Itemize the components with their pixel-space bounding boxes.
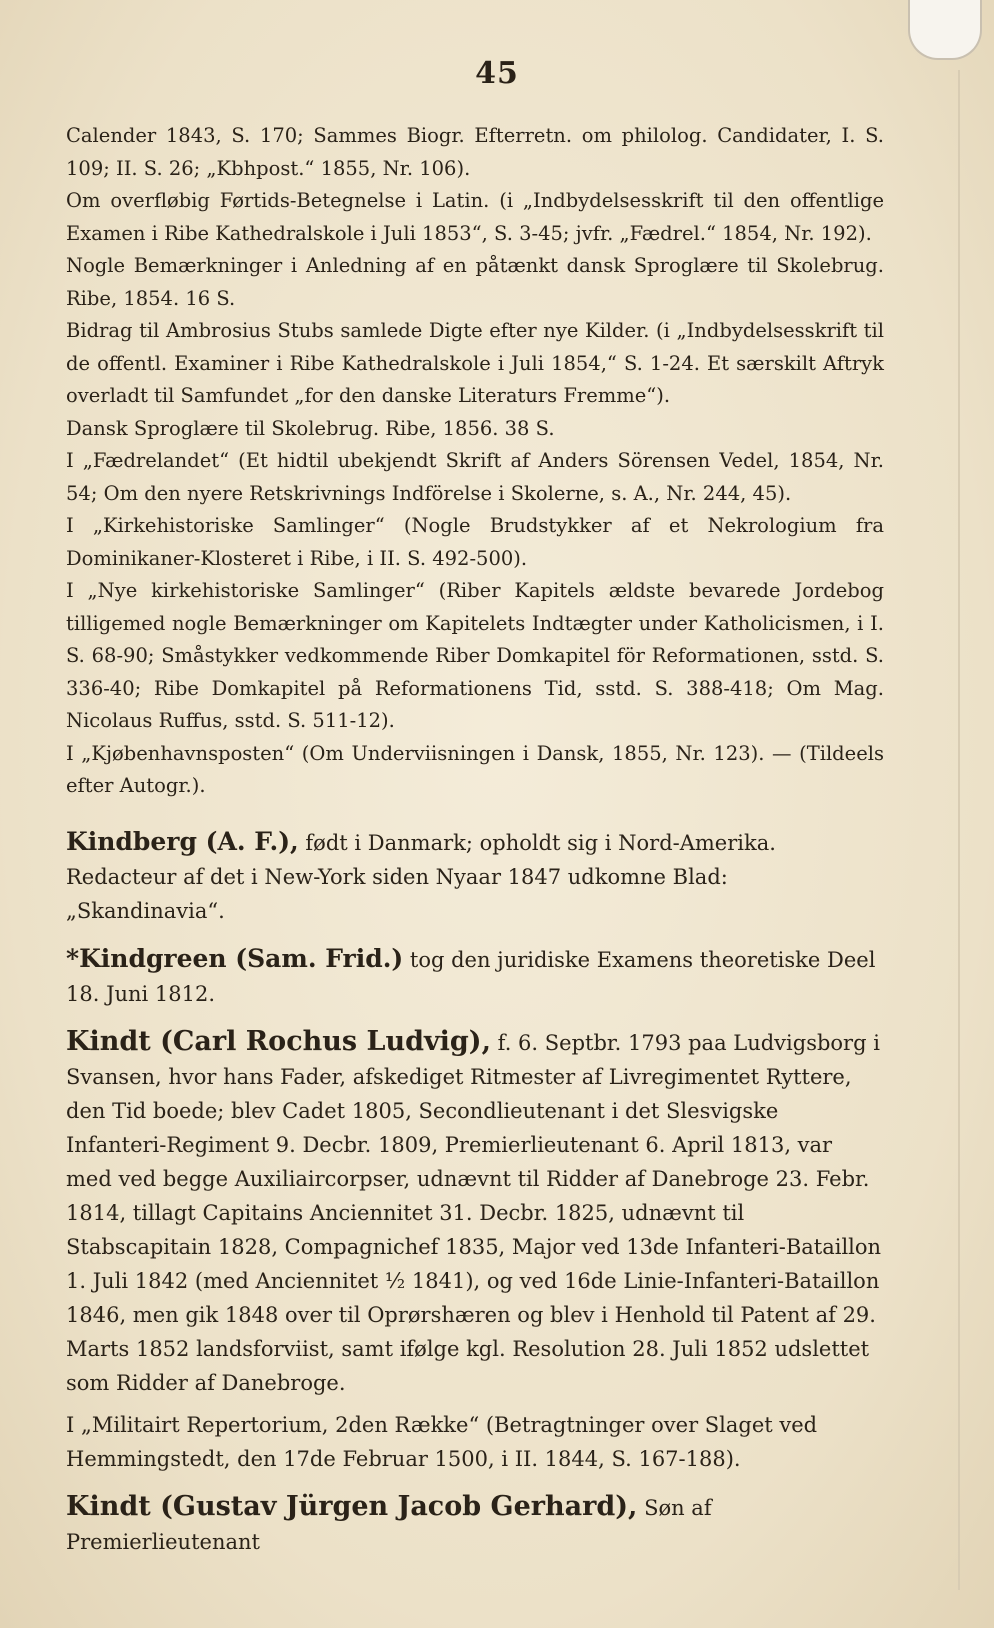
paragraph-3: Nogle Bemærkninger i Anledning af en påtænkt dansk Sproglære til Skolebrug. Ribe, 1854. 16 S. <box>66 254 884 310</box>
paragraph-5: Dansk Sproglære til Skolebrug. Ribe, 1856. 38 S. <box>66 416 555 440</box>
paragraph-2: Om overfløbig Førtids-Betegnelse i Latin. (i „Indbydelsesskrift til den offentlige Examen i Ribe Kathedralskole i Juli 1853“, S. 3-45; jvfr. „Fædrel.“ 1854, Nr. 192). <box>66 189 884 245</box>
page-number: 45 <box>475 56 519 91</box>
entry-kindt-gustav <box>66 1490 884 1559</box>
paragraph-8: I „Nye kirkehistoriske Samlinger“ (Riber Kapitels ældste bevarede Jordebog tilligemed nogle Bemærkninger om Kapitelets Indtægter under Katholicismen, i I. S. 68-90; Småstykker vedkommende Riber Domkapitel för Reformationen, sstd. S. 336-40; Ribe Domkapitel på Reformationens Tid, sstd. S. 388-418; Om Mag. Nicolaus Ruffus, sstd. S. 511-12). <box>66 579 884 732</box>
entry-text: tog den juridiske Examens theoretiske Deel 18. Juni 1812. <box>66 947 876 1006</box>
entry-name: Kindt (Carl Rochus Ludvig), <box>66 1025 491 1057</box>
entry-continuation: I „Militairt Repertorium, 2den Række“ (Betragtninger over Slaget ved Hemmingstedt, den 17de Februar 1500, i II. 1844, S. 167-188). <box>66 1412 818 1471</box>
entry-text: Søn af Premierlieutenant <box>66 1495 712 1554</box>
page-tab-marker <box>908 0 982 60</box>
entry-name: Kindt (Gustav Jürgen Jacob Gerhard), <box>66 1490 638 1522</box>
entry-text: født i Danmark; opholdt sig i Nord-Amerika. <box>298 830 776 855</box>
paragraph-9: I „Kjøbenhavnsposten“ (Om Underviisningen i Dansk, 1855, Nr. 123). — (Tildeels efter Autogr.). <box>66 741 884 797</box>
entry-continuation: Redacteur af det i New-York siden Nyaar 1847 udkomne Blad: „Skandinavia“. <box>66 864 728 923</box>
page-content <box>66 120 884 1559</box>
entry-name: Kindberg (A. F.), <box>66 826 299 856</box>
entry-kindberg <box>66 825 884 928</box>
entry-text: f. 6. Septbr. 1793 paa Ludvigsborg i Svansen, hvor hans Fader, afskediget Ritmester af Livregimentet Ryttere, den Tid boede; blev Cadet 1805, Secondlieutenant i det Slesvigske Infanteri-Regiment 9. Decbr. 1809, Premierlieutenant 6. April 1813, var med ved begge Auxiliaircorpser, udnævnt til Ridder af Danebroge 23. Febr. 1814, tillagt Capitains Anciennitet 31. Decbr. 1825, udnævnt til Stabscapitain 1828, Compagnichef 1835, Major ved 13de Infanteri-Bataillon 1. Juli 1842 (med Anciennitet ½ 1841), og ved 16de Linie-Infanteri-Bataillon 1846, men gik 1848 over til Oprørshæren og blev i Henhold til Patent af 29. Marts 1852 landsforviist, samt ifølge kgl. Resolution 28. Juli 1852 udslettet som Ridder af Danebroge. <box>66 1030 882 1395</box>
entry-kindt-carl <box>66 1025 884 1476</box>
paragraph-4: Bidrag til Ambrosius Stubs samlede Digte efter nye Kilder. (i „Indbydelsesskrift til de offentl. Examiner i Ribe Kathedralskole i Juli 1854,“ S. 1-24. Et særskilt Aftryk overladt til Samfundet „for den danske Literaturs Fremme“). <box>66 319 884 407</box>
paragraph-6: I „Fædrelandet“ (Et hidtil ubekjendt Skrift af Anders Sörensen Vedel, 1854, Nr. 54; Om den nyere Retskrivnings Indförelse i Skolerne, s. A., Nr. 244, 45). <box>66 449 884 505</box>
paragraph-1: Calender 1843, S. 170; Sammes Biogr. Efterretn. om philolog. Candidater, I. S. 109; II. S. 26; „Kbhpost.“ 1855, Nr. 106). <box>66 124 884 180</box>
page-edge-line <box>958 70 960 1590</box>
paragraph-7: I „Kirkehistoriske Samlinger“ (Nogle Brudstykker af et Nekrologium fra Dominikaner-Klosteret i Ribe, i II. S. 492-500). <box>66 514 884 570</box>
entry-kindgreen <box>66 942 884 1011</box>
entry-name: *Kindgreen (Sam. Frid.) <box>66 943 404 973</box>
